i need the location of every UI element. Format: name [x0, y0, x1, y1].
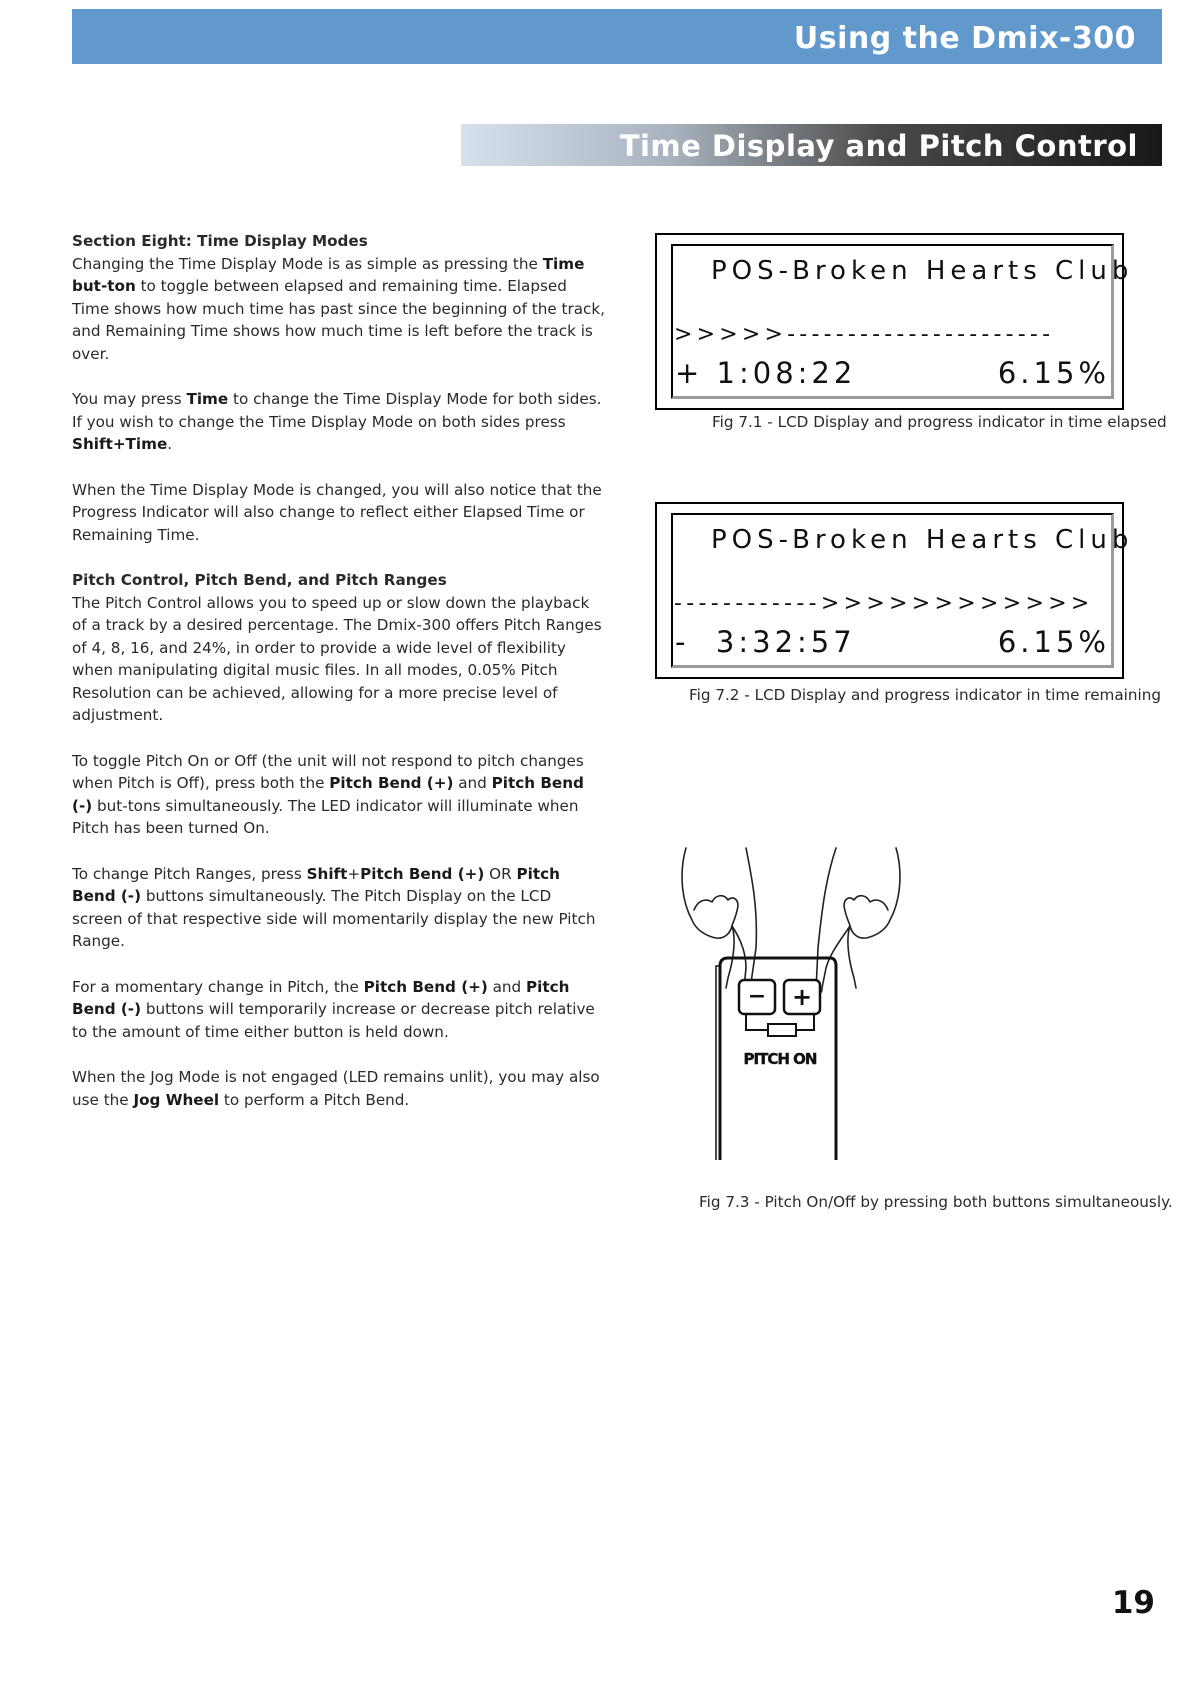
lcd-time-readout: + 1:08:22 — [675, 356, 857, 390]
header-bar — [72, 9, 1162, 64]
lcd-track-title: POS-Broken Hearts Club — [711, 256, 1134, 286]
figure-caption-7-1: Fig 7.1 - LCD Display and progress indicator in time elapsed — [712, 413, 1167, 431]
time-modes-p1-a: Changing the Time Display Mode is as simple as pressing the — [72, 254, 543, 273]
lcd-display-remaining — [655, 502, 1134, 679]
header-title: Using the Dmix-300 — [793, 21, 1136, 56]
lcd-time-readout: - 3:32:57 — [675, 625, 856, 659]
left-hand-fingers — [694, 896, 738, 926]
figure-caption-7-2: Fig 7.2 - LCD Display and progress indicator in time remaining — [689, 686, 1161, 704]
time-modes-paragraph-2 — [72, 388, 606, 456]
time-modes-p2-e: . — [167, 435, 173, 454]
lcd-screen — [671, 244, 1134, 399]
pitch-p2-c: and — [453, 774, 492, 793]
lcd-pitch-readout: 6.15% — [997, 625, 1110, 659]
pitch-on-illustration — [676, 838, 916, 1163]
time-modes-heading: Section Eight: Time Display Modes — [72, 232, 368, 250]
pitch-p4-c: and — [487, 977, 527, 996]
body-text-column — [72, 230, 606, 1134]
pitch-p4-e: buttons will temporarily increase or decrease pitch relative to the amount of time either button is held down. — [72, 1000, 595, 1041]
pitch-p4-a: For a momentary change in Pitch, the — [72, 977, 364, 996]
pitch-section — [72, 569, 606, 727]
time-modes-p2-c: to change the Time Display Mode for both sides. If you wish to change the Time Display Mode on both sides press — [72, 390, 602, 431]
pitch-on-label: PITCH ON — [743, 1050, 817, 1068]
pitch-p2-a: To toggle Pitch On or Off (the unit will not respond to pitch changes when Pitch is Off), press both the — [72, 751, 584, 793]
right-hand-fingers — [844, 896, 888, 926]
time-button-term: Time but-ton — [72, 254, 585, 296]
time-modes-p1-c: to toggle between elapsed and remaining time. Elapsed Time shows how much time has past since the beginning of the track, and Remaining Time shows how much time is left before the track is over. — [72, 277, 605, 363]
pitch-p5-c: to perform a Pitch Bend. — [219, 1090, 410, 1109]
pitch-bend-minus-term: Pitch Bend (-) — [72, 864, 560, 906]
pitch-p3-or: OR — [484, 864, 517, 883]
time-modes-paragraph-3: When the Time Display Mode is changed, you will also notice that the Progress Indicator will also change to reflect either Elapsed Time or Remaining Time. — [72, 480, 602, 544]
pitch-p2-e: but-tons simultaneously. The LED indicator will illuminate when Pitch has been turned On. — [72, 796, 579, 838]
pitch-bend-plus-term: Pitch Bend (+) — [360, 864, 485, 883]
pitch-p5-a: When the Jog Mode is not engaged (LED remains unlit), you may also use the — [72, 1067, 600, 1109]
minus-symbol: − — [747, 984, 767, 1009]
pitch-paragraph-2 — [72, 750, 606, 840]
pitch-p1: The Pitch Control allows you to speed up or slow down the playback of a track by a desired percentage. The Dmix-300 offers Pitch Ranges of 4, 8, 16, and 24%, in order to provide a wide level of flexibility when manipulating digital music files. In all modes, 0.05% Pitch Resolution can be achieved, allowing for a more precise level of adjustment. — [72, 593, 602, 725]
pitch-p3-a: To change Pitch Ranges, press — [72, 864, 307, 883]
time-term: Time — [186, 390, 229, 409]
time-modes-p2-a: You may press — [72, 390, 187, 409]
lcd-progress-indicator: ------------>>>>>>>>>>>> — [674, 591, 1094, 616]
lcd-display-elapsed — [655, 233, 1134, 410]
page-number: 19 — [1111, 1585, 1155, 1621]
lcd-screen — [671, 513, 1134, 668]
shift-time-term: Shift+Time — [72, 435, 168, 454]
pitch-heading: Pitch Control, Pitch Bend, and Pitch Ranges — [72, 570, 447, 589]
right-hand-illustration — [848, 848, 900, 988]
section-bar — [461, 124, 1162, 166]
lcd-progress-indicator: >>>>>---------------------- — [674, 322, 1055, 347]
pitch-bend-minus-term: Pitch Bend (-) — [72, 977, 570, 1019]
pitch-paragraph-4 — [72, 976, 606, 1044]
pitch-paragraph-5 — [72, 1066, 606, 1111]
pitch-p3-g: buttons simultaneously. The Pitch Display on the LCD screen of that respective side will momentarily display the new Pitch Range. — [72, 887, 596, 951]
left-index-finger — [732, 848, 756, 994]
time-modes-section — [72, 230, 606, 366]
pitch-led-indicator — [768, 1024, 796, 1036]
lcd-track-title: POS-Broken Hearts Club — [711, 525, 1134, 555]
pitch-p3-plus: + — [347, 864, 361, 883]
jog-wheel-term: Jog Wheel — [133, 1090, 220, 1109]
pitch-bend-plus-term: Pitch Bend (+) — [329, 774, 454, 793]
pitch-paragraph-3 — [72, 863, 606, 953]
pitch-bend-minus-term: Pitch Bend (-) — [72, 774, 584, 815]
lcd-pitch-readout: 6.15% — [997, 356, 1110, 390]
left-hand-illustration — [682, 848, 734, 988]
section-title: Time Display and Pitch Control — [619, 129, 1138, 163]
right-index-finger — [816, 848, 850, 994]
plus-symbol: + — [791, 983, 813, 1011]
shift-term: Shift — [306, 864, 348, 883]
pitch-bend-plus-term: Pitch Bend (+) — [363, 977, 488, 996]
figure-caption-7-3: Fig 7.3 - Pitch On/Off by pressing both buttons simultaneously. — [699, 1193, 1173, 1211]
